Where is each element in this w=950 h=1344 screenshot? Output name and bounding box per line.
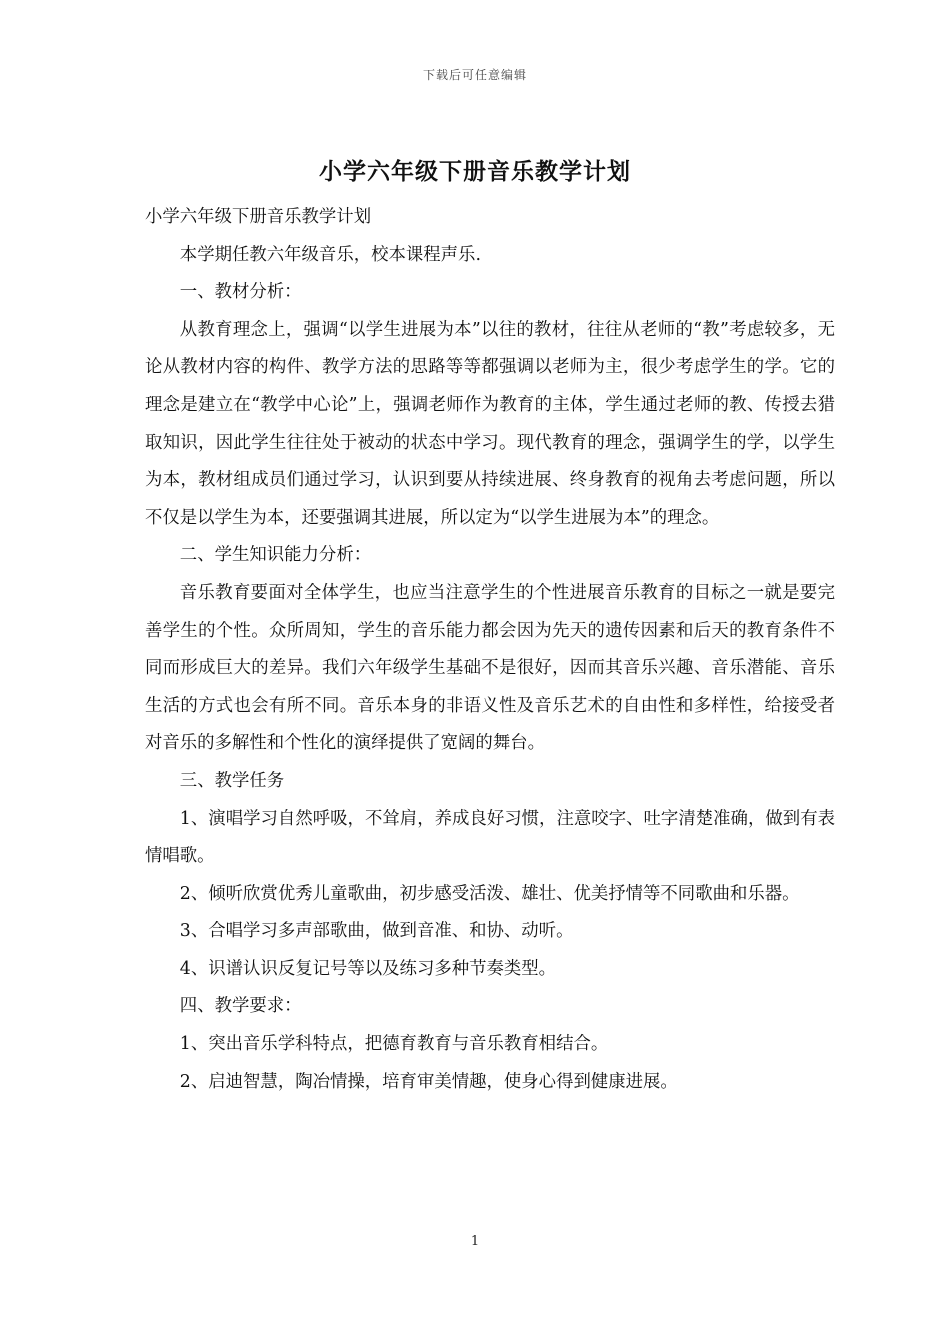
list-item-task-4: 4、识谱认识反复记号等以及练习多种节奏类型。 <box>179 958 557 979</box>
section-heading-requirements: 四、教学要求： <box>179 996 302 1017</box>
section-heading-tasks: 三、教学任务 <box>179 770 285 791</box>
list-item-requirement-1: 1、突出音乐学科特点，把德育教育与音乐教育相结合。 <box>179 1034 609 1055</box>
list-item-task-2: 2、倾听欣赏优秀儿童歌曲，初步感受活泼、雄壮、优美抒情等不同歌曲和乐器。 <box>179 883 800 904</box>
list-item-task-3: 3、合唱学习多声部歌曲，做到音准、和协、动听。 <box>179 921 574 942</box>
list-item-requirement-2: 2、启迪智慧，陶冶情操，培育审美情趣，使身心得到健康进展。 <box>179 1071 678 1092</box>
paragraph-subtitle: 小学六年级下册音乐教学计划 <box>145 207 372 227</box>
page-header: 下载后可任意编辑 <box>422 68 527 82</box>
page-number: 1 <box>470 1234 480 1249</box>
document-body <box>145 199 835 1101</box>
paragraph-intro: 本学期任教六年级音乐，校本课程声乐. <box>179 244 481 265</box>
document-title: 小学六年级下册音乐教学计划 <box>319 158 631 185</box>
section-heading-students: 二、学生知识能力分析： <box>179 545 372 566</box>
paragraph-materials: 从教育理念上，强调“以学生进展为本”以往的教材，往往从老师的“教”考虑较多，无论从教材内容的构件、教学方法的思路等等都强调以老师为主，很少考虑学生的学。它的理念是建立在“教学中心论”上，强调老师作为教育的主体，学生通过老师的教、传授去猎取知识，因此学生往往处于被动的状态中学习。现代教育的理念，强调学生的学，以学生为本，教材组成员们通过学习，认识到要从持续进展、终身教育的视角去考虑问题，所以不仅是以学生为本，还要强调其进展，所以定为“以学生进展为本”的理念。 <box>145 319 835 528</box>
paragraph-students: 音乐教育要面对全体学生，也应当注意学生的个性进展音乐教育的目标之一就是要完善学生的个性。众所周知，学生的音乐能力都会因为先天的遗传因素和后天的教育条件不同而形成巨大的差异。我们六年级学生基础不是很好，因而其音乐兴趣、音乐潜能、音乐生活的方式也会有所不同。音乐本身的非语义性及音乐艺术的自由性和多样性，给接受者对音乐的多解性和个性化的演绎提供了宽阔的舞台。 <box>145 582 835 754</box>
list-item-task-1: 1、演唱学习自然呼吸，不耸肩，养成良好习惯，注意咬字、吐字清楚准确，做到有表情唱歌。 <box>145 808 835 867</box>
section-heading-materials: 一、教材分析： <box>179 282 302 303</box>
